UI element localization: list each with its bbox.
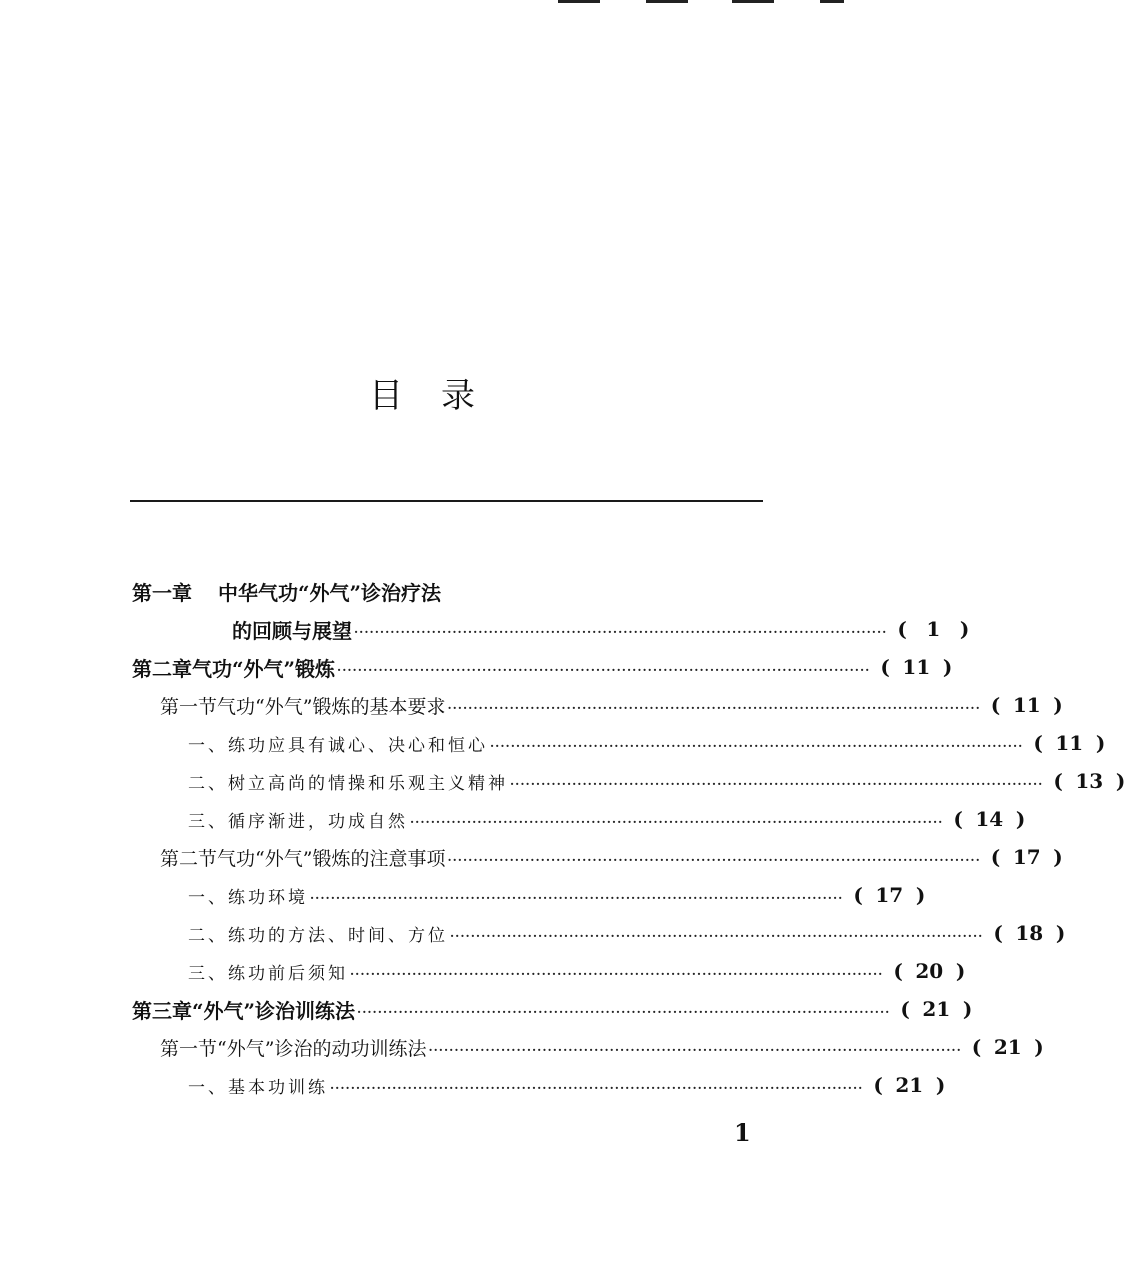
toc-entry-label: 一、: [188, 887, 228, 908]
toc-entry-item[interactable]: [188, 728, 1106, 758]
toc-entry-chapter-3[interactable]: [132, 994, 973, 1024]
toc-entry-label: 一、: [188, 1077, 228, 1098]
dot-leader: ·······································································································: [337, 663, 871, 677]
toc-entry-title: 树立高尚的情操和乐观主义精神: [228, 773, 508, 794]
dot-leader: ·······································································································: [450, 929, 984, 943]
toc-entry-title: 练功应具有诚心、决心和恒心: [228, 735, 488, 756]
toc-entry-page: ( 11 ): [1033, 731, 1106, 755]
dot-leader: ·······································································································: [447, 701, 981, 715]
toc-entry-title: “外气”诊治的动功训练法: [217, 1037, 427, 1060]
toc-entry-page: ( 14 ): [953, 807, 1026, 831]
toc-entry-item[interactable]: [188, 766, 1125, 796]
toc-entry-page: ( 20 ): [893, 959, 966, 983]
dot-leader: ·······································································································: [357, 1005, 891, 1019]
toc-entry-item[interactable]: [188, 880, 926, 910]
dot-leader: ·······································································································: [428, 1043, 962, 1057]
toc-entry-title: 气功“外气”锻炼的基本要求: [217, 695, 446, 718]
toc-entry-title: 气功“外气”锻炼: [192, 656, 336, 681]
toc-entry-item[interactable]: [188, 918, 1066, 948]
toc-entry-page: ( 17 ): [990, 845, 1063, 869]
dot-leader: ·······································································································: [330, 1081, 864, 1095]
toc-entry-chapter-2[interactable]: [132, 652, 953, 682]
toc-entry-label: 第一节: [160, 1037, 218, 1060]
toc-entry-chapter-1-cont[interactable]: [232, 614, 970, 644]
toc-entry-item[interactable]: [188, 1070, 946, 1100]
dot-leader: ·······································································································: [447, 853, 981, 867]
toc-entry-label: 第二章: [132, 656, 192, 681]
toc-entry-label: 第二节: [160, 847, 218, 870]
toc-entry-title: 练功前后须知: [228, 963, 348, 984]
toc-entry-label: 第一节: [160, 695, 218, 718]
scan-edge-mark: [820, 0, 844, 3]
dot-leader: ·······································································································: [490, 739, 1024, 753]
toc-entry-label: 三、: [188, 963, 228, 984]
scan-edge-mark: [732, 0, 774, 3]
toc-entry-title: “外气”诊治训练法: [192, 998, 356, 1023]
toc-entry-label: 第三章: [132, 998, 192, 1023]
dot-leader: ·······································································································: [354, 625, 888, 639]
page-title: 目录: [369, 376, 513, 416]
toc-entry-label: 第一章: [132, 580, 192, 605]
toc-entry-chapter-1[interactable]: [132, 576, 762, 606]
scan-edge-mark: [646, 0, 688, 3]
dot-leader: ·······································································································: [410, 815, 944, 829]
title-divider: [130, 500, 763, 502]
toc-entry-item[interactable]: [188, 956, 966, 986]
toc-entry-title: 中华气功“外气”诊治疗法: [218, 580, 442, 605]
toc-entry-page: ( 21 ): [971, 1035, 1044, 1059]
toc-entry-title: 练功的方法、时间、方位: [228, 925, 448, 946]
toc-entry-label: 一、: [188, 735, 228, 756]
toc-entry-label: 二、: [188, 925, 228, 946]
dot-leader: ·······································································································: [310, 891, 844, 905]
toc-entry-label: 三、: [188, 811, 228, 832]
toc-entry-section[interactable]: [160, 842, 1063, 872]
toc-entry-section[interactable]: [160, 1032, 1044, 1062]
toc-entry-page: ( 11 ): [880, 655, 953, 679]
toc-entry-page: ( 17 ): [853, 883, 926, 907]
toc-entry-label: 二、: [188, 773, 228, 794]
dot-leader: ·······································································································: [350, 967, 884, 981]
scan-edge-mark: [558, 0, 600, 3]
dot-leader: ·······································································································: [510, 777, 1044, 791]
toc-entry-section[interactable]: [160, 690, 1063, 720]
toc-entry-item[interactable]: [188, 804, 1026, 834]
toc-entry-page: ( 21 ): [900, 997, 973, 1021]
toc-entry-page: ( 11 ): [990, 693, 1063, 717]
toc-entry-page: ( 21 ): [873, 1073, 946, 1097]
toc-entry-title: 的回顾与展望: [232, 618, 352, 643]
page-number: 1: [734, 1118, 751, 1147]
toc-entry-title: 练功环境: [228, 887, 308, 908]
toc-entry-title: 气功“外气”锻炼的注意事项: [217, 847, 446, 870]
toc-entry-title: 循序渐进，功成自然: [228, 811, 408, 832]
toc-entry-title: 基本功训练: [228, 1077, 328, 1098]
toc-entry-page: ( 1 ): [897, 617, 970, 641]
toc-entry-page: ( 18 ): [993, 921, 1066, 945]
toc-entry-page: ( 13 ): [1053, 769, 1125, 793]
